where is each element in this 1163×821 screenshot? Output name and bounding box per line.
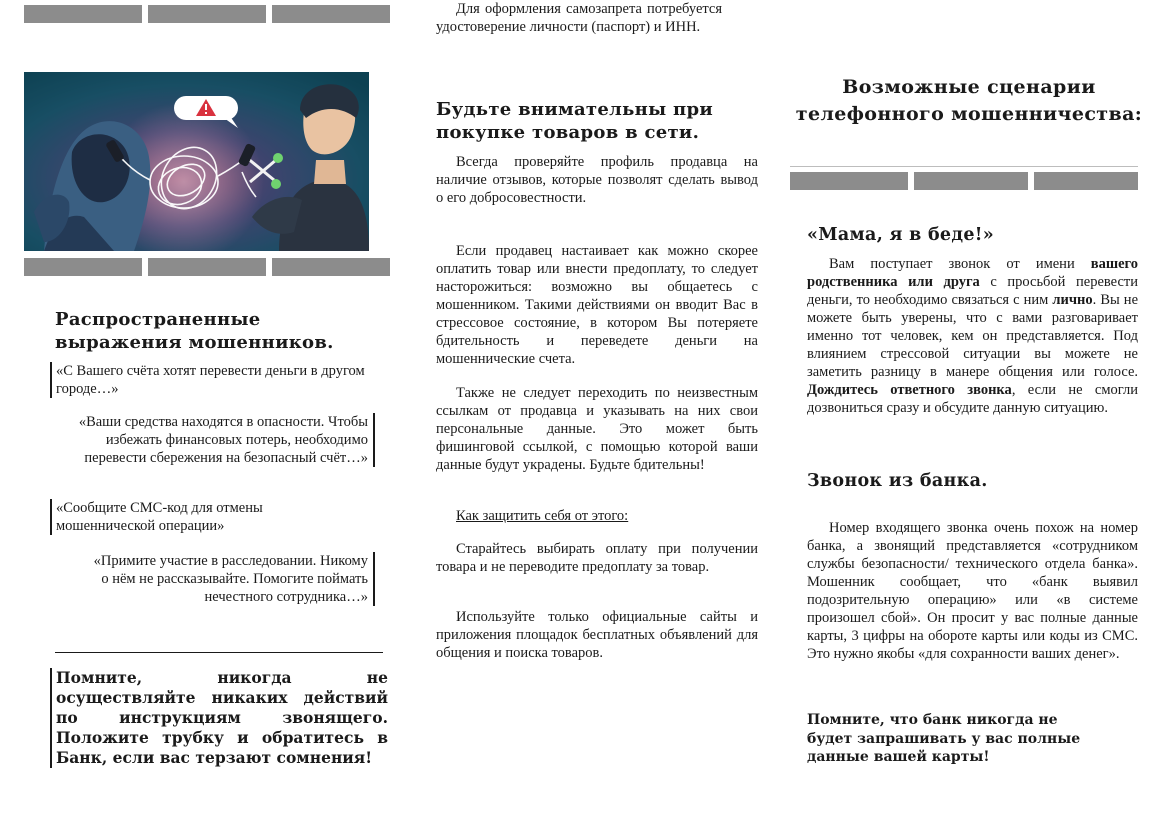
decorative-band-right [790, 172, 1138, 190]
scenario-bank-heading: Звонок из банка. [807, 471, 988, 491]
right-divider [790, 166, 1138, 167]
protect-yourself-subheading: Как защитить себя от этого: [456, 508, 629, 524]
decorative-band-under-image [24, 258, 390, 276]
scenario-bank-paragraph: Номер входящего звонка очень похож на номер банка, а звонящий представляется «сотрудником службы безопасности/ технического отдела банка». Мошенник сообщает, что «банк выявил подозрительную операцию» или «в системе произошел сбой». Он просит у вас полные данные карты, 3 цифры на обороте карты или коды из СМС. Это нужно якобы «для сохранности ваших денег». [807, 520, 1138, 662]
fraud-quote-2: «Ваши средства находятся в опасности. Чтобы избежать финансовых потерь, необходимо перевести сбережения на безопасный счёт…» [70, 413, 375, 467]
protect-paragraph-1 [436, 540, 758, 576]
scenario-mama-bold-personally: лично [1052, 292, 1093, 308]
scenarios-title: Возможные сценарии телефонного мошенничества: [795, 76, 1143, 125]
left-warning-note: Помните, никогда не осуществляйте никаких действий по инструкциям звонящего. Положите трубку и обратитесь в Банк, если вас терзают сомнения! [50, 668, 388, 768]
shopping-paragraph-3-text: Также не следует переходить по неизвестным ссылкам от продавца и указывать на них свои персональные данные. Это может быть фишинговой ссылкой, с помощью которой ваши данные будут украдены. Будьте бдительны! [436, 385, 758, 473]
protect-paragraph-1-text: Старайтесь выбирать оплату при получении товара и не переводите предоплату за товар. [436, 541, 758, 575]
protect-paragraph-2 [436, 608, 758, 662]
scenario-mama-text-part: , если не смогли дозвониться сразу и обсудите данную ситуацию. [807, 382, 1138, 416]
fraud-quote-4: «Примите участие в расследовании. Никому о нём не рассказывайте. Помогите поймать нечестного сотрудника…» [88, 552, 375, 606]
scenario-mama-bold-callback: Дождитесь ответного звонка [807, 382, 1012, 398]
scenario-mama-text-part: . Вы не можете быть уверены, что с вами разговаривает именно тот человек, кем он представляется. Под влиянием стрессовой ситуации вы можете не заметить разницу в манере общения или голосе. [807, 292, 1139, 380]
bank-warning-note: Помните, что банк никогда не будет запрашивать у вас полные данные вашей карты! [807, 712, 1081, 765]
fraud-phrases-heading: Распространенные выражения мошенников. [55, 309, 334, 353]
shopping-paragraph-2-text: Если продавец настаивает как можно скорее оплатить товар или внести предоплату, то следует насторожиться: возможно вы общаетесь с мошенником. Такими действиями он вводит Вас в стрессовое состояние, в котором Вы потеряете бдительность и переведете деньги на мошеннические счета. [436, 243, 758, 367]
scenario-bank-text [807, 519, 1138, 663]
shopping-paragraph-1 [436, 153, 758, 207]
fraud-quote-1: «С Вашего счёта хотят перевести деньги в другом городе…» [50, 362, 370, 398]
shopping-paragraph-2 [436, 242, 758, 368]
self-ban-text: Для оформления самозапрета потребуется удостоверение личности (паспорт) и ИНН. [436, 1, 722, 35]
online-shopping-heading: Будьте внимательны при покупке товаров в сети. [436, 99, 714, 143]
shopping-paragraph-1-text: Всегда проверяйте профиль продавца на наличие отзывов, которые позволят сделать вывод о его добросовестности. [436, 154, 758, 206]
fraud-quote-3: «Сообщите СМС-код для отмены мошеннической операции» [50, 499, 350, 535]
top-decorative-band-left [24, 5, 390, 23]
scenario-mama-text-part: с просьбой перевести деньги, то необходимо связаться с ним [807, 274, 1138, 308]
scenario-mama-text-part: Вам поступает звонок от имени [829, 256, 1091, 272]
scenario-mama-bold-relative: вашего родственника или друга [807, 256, 1138, 290]
shopping-paragraph-3 [436, 384, 758, 474]
scenario-mama-text [807, 255, 1138, 417]
protect-paragraph-2-text: Используйте только официальные сайты и приложения площадок бесплатных объявлений для общения и поиска товаров. [436, 609, 758, 661]
self-ban-note [436, 0, 722, 36]
left-divider [55, 652, 383, 653]
fraud-phone-illustration [24, 72, 369, 251]
scenario-mama-heading: «Мама, я в беде!» [807, 225, 994, 245]
